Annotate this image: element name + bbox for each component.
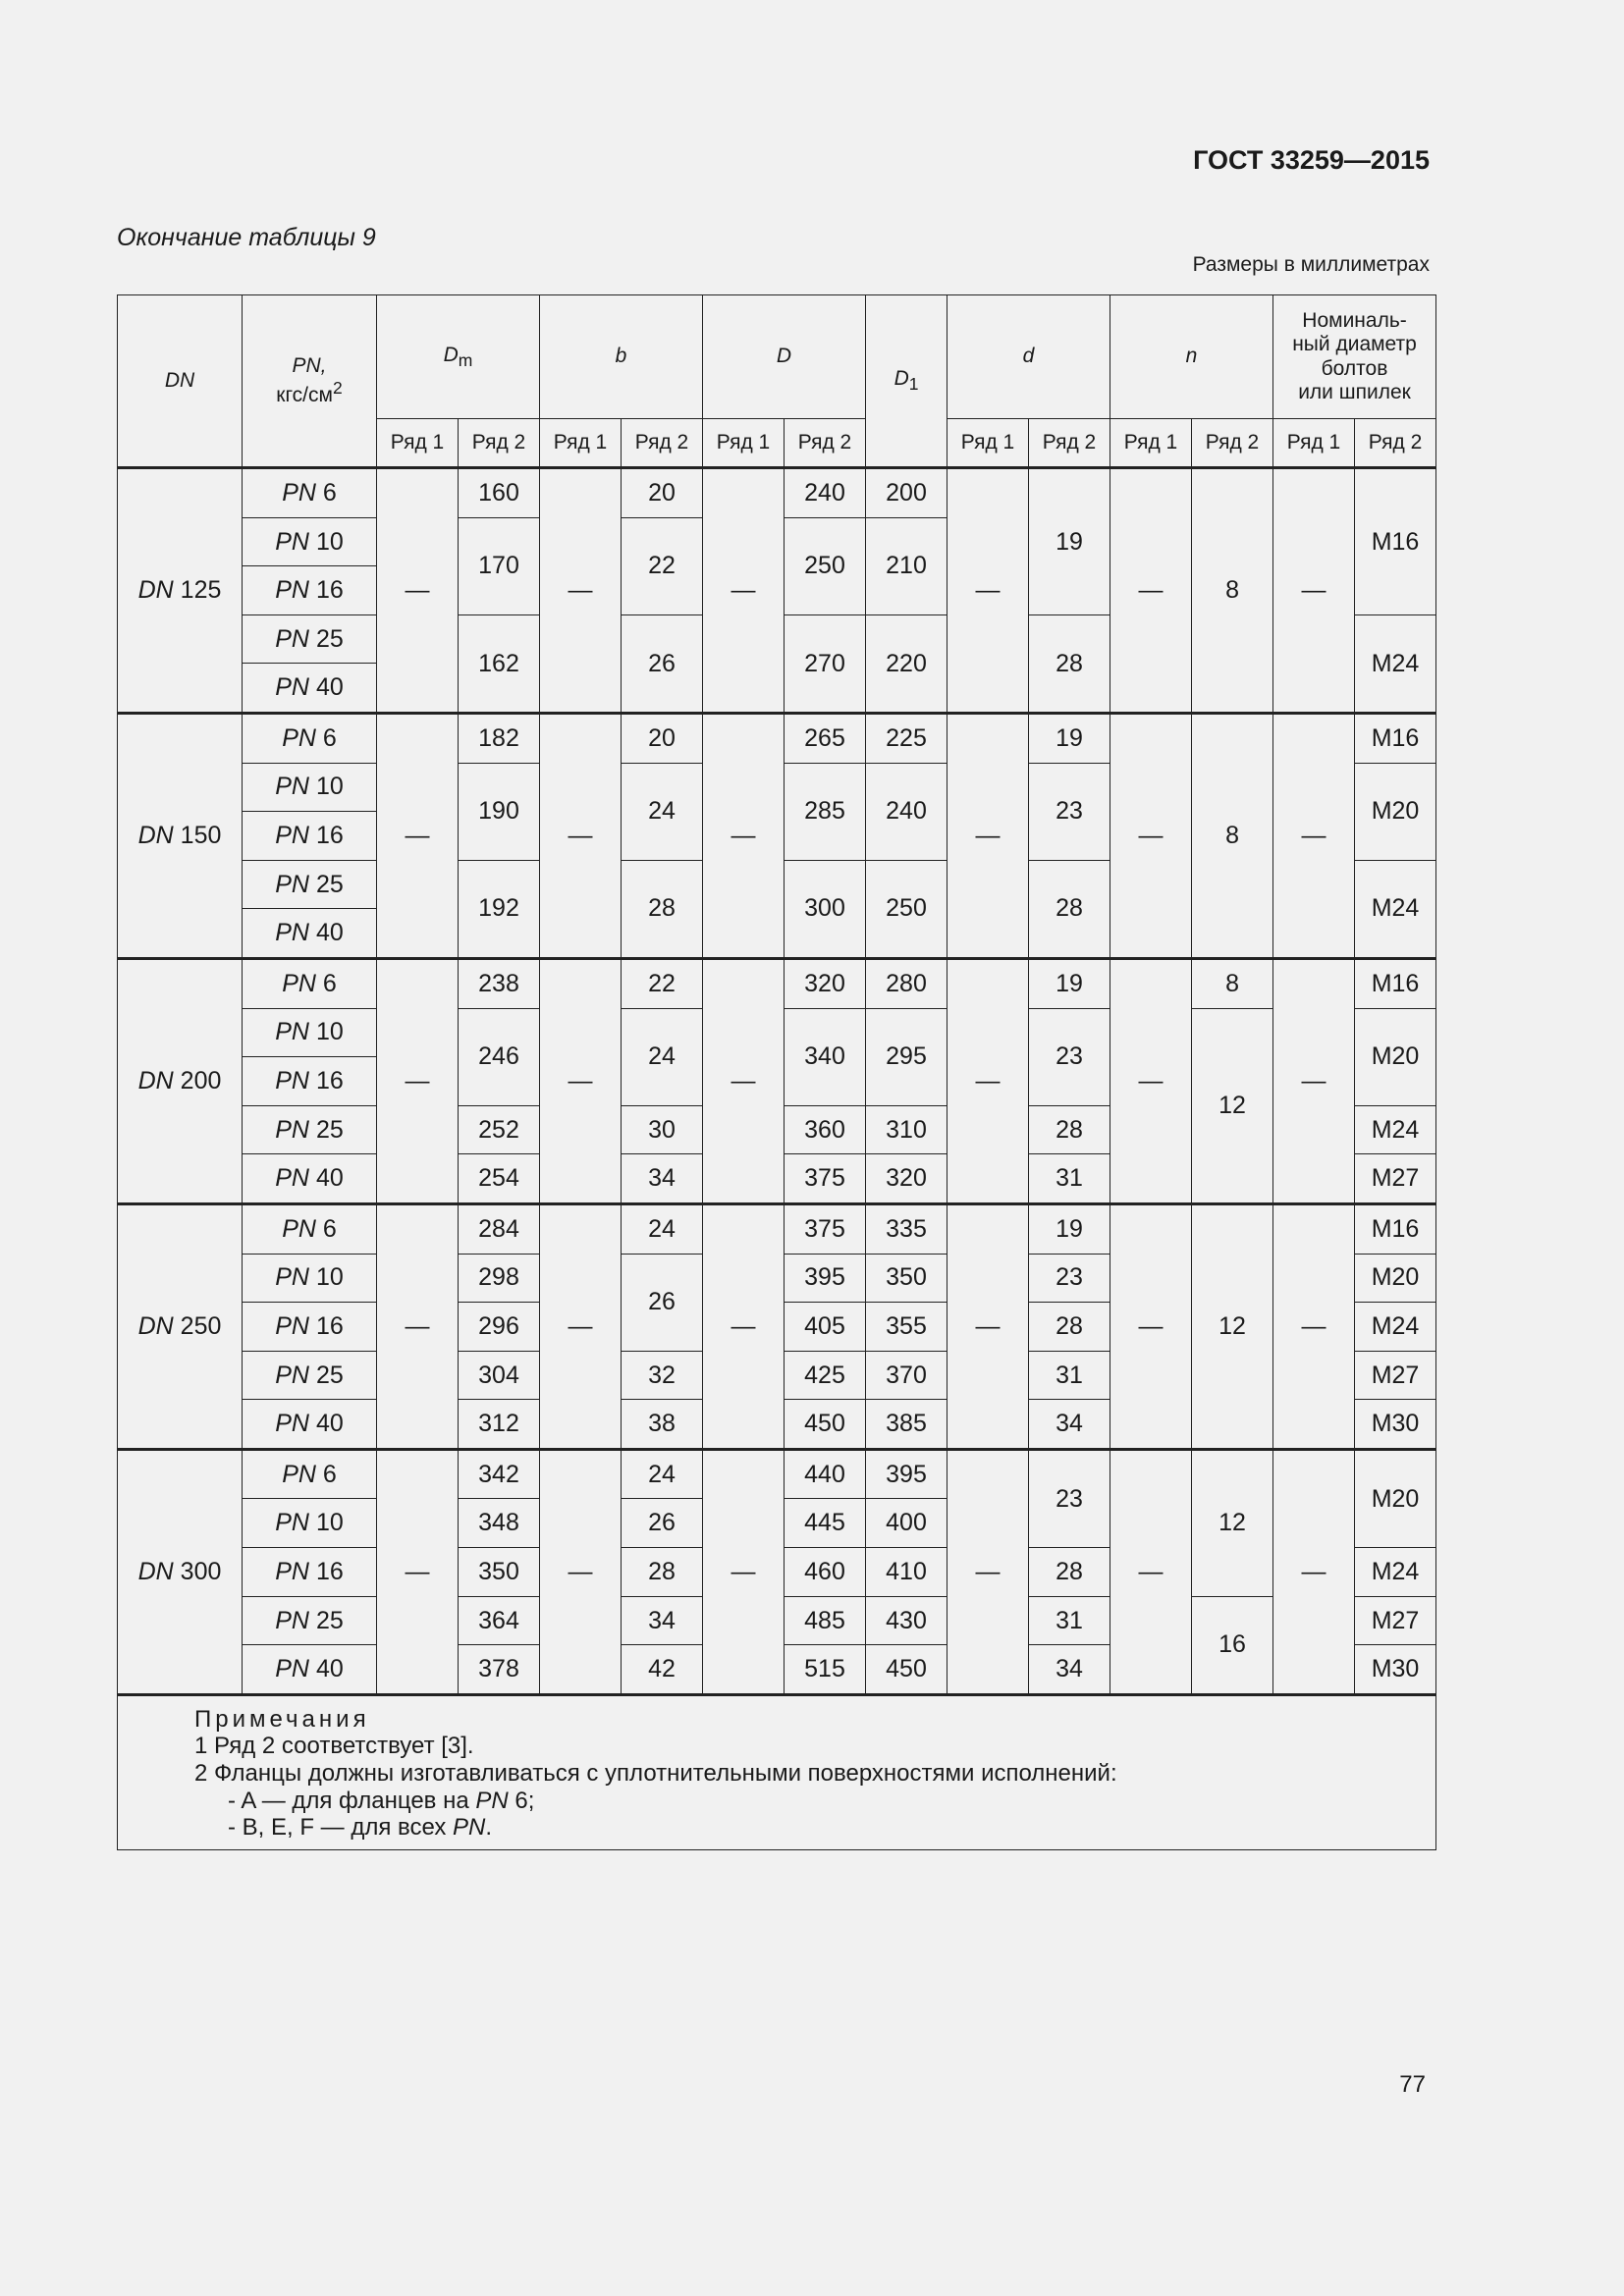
header-bolt-diameter: Номиналь- ный диаметр болтов или шпилек [1273,295,1436,419]
d-small-cell: 28 [1029,860,1110,958]
pn-cell: PN 25 [243,860,377,909]
note-2a: - A — для фланцев на PN 6; [228,1787,535,1814]
pn-cell: PN 10 [243,1254,377,1303]
dm-cell: 284 [459,1203,540,1254]
n-cell: 16 [1192,1596,1273,1694]
d-small-cell: 19 [1029,713,1110,763]
d-big-cell: 265 [785,713,866,763]
b-cell: 22 [622,517,703,614]
header-row1: Ряд 1 [947,419,1029,468]
d-big-cell: 515 [785,1645,866,1695]
b-cell: 32 [622,1351,703,1400]
bolt-cell: M24 [1355,1105,1436,1154]
pn-cell: PN 16 [243,812,377,861]
d1-cell: 410 [866,1548,947,1597]
dash-cell: — [1110,1203,1192,1449]
d1-cell: 240 [866,763,947,860]
dm-cell: 312 [459,1400,540,1450]
b-cell: 34 [622,1596,703,1645]
header-row2: Ряд 2 [1029,419,1110,468]
dash-cell: — [377,1203,459,1449]
pn-cell: PN 10 [243,1499,377,1548]
note-1: 1 Ряд 2 соответствует [3]. [194,1733,474,1760]
d1-cell: 210 [866,517,947,614]
b-cell: 24 [622,763,703,860]
d-small-cell: 19 [1029,468,1110,615]
pn-cell: PN 10 [243,1008,377,1057]
d1-cell: 200 [866,468,947,518]
header-row1: Ряд 1 [703,419,785,468]
d1-cell: 280 [866,958,947,1008]
pn-cell: PN 40 [243,1154,377,1204]
header-row1: Ряд 1 [377,419,459,468]
pn-cell: PN 40 [243,664,377,714]
d1-cell: 335 [866,1203,947,1254]
table-row [118,958,1436,1008]
d-small-cell: 28 [1029,614,1110,713]
n-cell: 12 [1192,1008,1273,1203]
bolt-cell: M30 [1355,1400,1436,1450]
dash-cell: — [540,713,622,958]
dash-cell: — [947,713,1029,958]
d-big-cell: 395 [785,1254,866,1303]
d-small-cell: 23 [1029,763,1110,860]
notes-row [118,1694,1436,1849]
n-cell: 12 [1192,1203,1273,1449]
b-cell: 20 [622,468,703,518]
pn-cell: PN 6 [243,713,377,763]
dash-cell: — [703,1449,785,1694]
bolt-cell: M16 [1355,958,1436,1008]
d-small-cell: 19 [1029,958,1110,1008]
notes-block [118,1694,1436,1849]
d-small-cell: 34 [1029,1645,1110,1695]
d1-cell: 225 [866,713,947,763]
bolt-cell: M24 [1355,1548,1436,1597]
table-row [118,1203,1436,1254]
dm-cell: 296 [459,1303,540,1352]
d1-cell: 395 [866,1449,947,1499]
dn-cell: DN 150 [118,713,243,958]
bolt-cell: M24 [1355,614,1436,713]
d-big-cell: 270 [785,614,866,713]
b-cell: 28 [622,860,703,958]
dash-cell: — [377,958,459,1203]
n-cell: 12 [1192,1449,1273,1596]
dm-cell: 170 [459,517,540,614]
dn-cell: DN 300 [118,1449,243,1694]
bolt-cell: M24 [1355,1303,1436,1352]
dm-cell: 342 [459,1449,540,1499]
dash-cell: — [947,1203,1029,1449]
header-dn: DN [118,295,243,468]
header-d1: $D_1$ [866,295,947,468]
bolt-cell: M20 [1355,1008,1436,1105]
dm-cell: 192 [459,860,540,958]
dash-cell: — [540,958,622,1203]
dash-cell: — [1273,468,1355,714]
dash-cell: — [947,958,1029,1203]
header-b: b [540,295,703,419]
pn-cell: PN 10 [243,517,377,566]
bolt-cell: M24 [1355,860,1436,958]
d1-cell: 355 [866,1303,947,1352]
d-big-cell: 285 [785,763,866,860]
header-row1: Ряд 1 [540,419,622,468]
b-cell: 28 [622,1548,703,1597]
bolt-cell: M27 [1355,1351,1436,1400]
pn-cell: PN 25 [243,1596,377,1645]
d1-cell: 250 [866,860,947,958]
d1-cell: 310 [866,1105,947,1154]
header-dm: $D_m$ [377,295,540,419]
d-small-cell: 34 [1029,1400,1110,1450]
d-big-cell: 485 [785,1596,866,1645]
d1-cell: 385 [866,1400,947,1450]
header-d-small: d [947,295,1110,419]
flange-dimensions-table [117,294,1436,1850]
d-big-cell: 300 [785,860,866,958]
table-row [118,1449,1436,1499]
header-row1: Ряд 1 [1273,419,1355,468]
pn-cell: PN 6 [243,958,377,1008]
d1-cell: 350 [866,1254,947,1303]
b-cell: 20 [622,713,703,763]
dn-cell: DN 125 [118,468,243,714]
header-row2: Ряд 2 [1192,419,1273,468]
dm-cell: 238 [459,958,540,1008]
pn-cell: PN 6 [243,1203,377,1254]
pn-cell: PN 40 [243,1400,377,1450]
dn-cell: DN 200 [118,958,243,1203]
pn-cell: PN 25 [243,1105,377,1154]
header-row1: Ряд 1 [1110,419,1192,468]
d-big-cell: 450 [785,1400,866,1450]
d-big-cell: 460 [785,1548,866,1597]
d1-cell: 295 [866,1008,947,1105]
d-big-cell: 445 [785,1499,866,1548]
b-cell: 24 [622,1008,703,1105]
dash-cell: — [1110,468,1192,714]
d-big-cell: 440 [785,1449,866,1499]
dash-cell: — [703,958,785,1203]
d-small-cell: 28 [1029,1303,1110,1352]
bolt-cell: M20 [1355,1449,1436,1547]
d-small-cell: 23 [1029,1254,1110,1303]
d1-cell: 320 [866,1154,947,1204]
d-big-cell: 405 [785,1303,866,1352]
dm-cell: 162 [459,614,540,713]
b-cell: 38 [622,1400,703,1450]
header-pn: PN, кгс/$см^2$ [243,295,377,468]
dash-cell: — [703,713,785,958]
bolt-cell: M30 [1355,1645,1436,1695]
dm-cell: 348 [459,1499,540,1548]
d-small-cell: 19 [1029,1203,1110,1254]
pn-cell: PN 16 [243,1548,377,1597]
pn-cell: PN 25 [243,1351,377,1400]
dash-cell: — [703,468,785,714]
n-cell: 8 [1192,713,1273,958]
b-cell: 22 [622,958,703,1008]
dash-cell: — [1273,1203,1355,1449]
dm-cell: 190 [459,763,540,860]
dash-cell: — [1110,958,1192,1203]
d-small-cell: 23 [1029,1008,1110,1105]
d-small-cell: 28 [1029,1105,1110,1154]
dm-cell: 298 [459,1254,540,1303]
d1-cell: 430 [866,1596,947,1645]
dn-cell: DN 250 [118,1203,243,1449]
d1-cell: 450 [866,1645,947,1695]
bolt-cell: M27 [1355,1154,1436,1204]
d-big-cell: 375 [785,1154,866,1204]
dash-cell: — [540,1203,622,1449]
b-cell: 26 [622,1499,703,1548]
bolt-cell: M16 [1355,468,1436,615]
dash-cell: — [947,1449,1029,1694]
table-caption: Окончание таблицы 9 [117,224,376,251]
dm-cell: 182 [459,713,540,763]
dm-cell: 378 [459,1645,540,1695]
dash-cell: — [1273,958,1355,1203]
pn-cell: PN 6 [243,1449,377,1499]
dash-cell: — [1110,713,1192,958]
dash-cell: — [377,713,459,958]
d-big-cell: 250 [785,517,866,614]
d1-cell: 400 [866,1499,947,1548]
dash-cell: — [377,468,459,714]
d-small-cell: 31 [1029,1596,1110,1645]
header-row2: Ряд 2 [1355,419,1436,468]
bolt-cell: M16 [1355,713,1436,763]
bolt-cell: M27 [1355,1596,1436,1645]
b-cell: 26 [622,1254,703,1351]
pn-cell: PN 10 [243,763,377,812]
dm-cell: 252 [459,1105,540,1154]
dm-cell: 304 [459,1351,540,1400]
d-big-cell: 240 [785,468,866,518]
d-big-cell: 320 [785,958,866,1008]
pn-cell: PN 16 [243,1057,377,1106]
pn-cell: PN 40 [243,1645,377,1695]
pn-cell: PN 40 [243,909,377,959]
bolt-cell: M20 [1355,763,1436,860]
page-number: 77 [1399,2071,1426,2098]
d-big-cell: 360 [785,1105,866,1154]
header-row2: Ряд 2 [459,419,540,468]
notes-title: Примечания [194,1705,370,1733]
b-cell: 42 [622,1645,703,1695]
b-cell: 30 [622,1105,703,1154]
b-cell: 26 [622,614,703,713]
header-n: n [1110,295,1273,419]
b-cell: 24 [622,1449,703,1499]
dash-cell: — [540,468,622,714]
note-2b: - B, E, F — для всех PN. [228,1814,492,1842]
pn-cell: PN 16 [243,566,377,615]
pn-cell: PN 6 [243,468,377,518]
units-label: Размеры в миллиметрах [1192,253,1430,276]
dm-cell: 160 [459,468,540,518]
dm-cell: 246 [459,1008,540,1105]
dash-cell: — [540,1449,622,1694]
d-big-cell: 375 [785,1203,866,1254]
dm-cell: 254 [459,1154,540,1204]
d-small-cell: 31 [1029,1351,1110,1400]
d1-cell: 370 [866,1351,947,1400]
dm-cell: 350 [459,1548,540,1597]
dash-cell: — [947,468,1029,714]
d1-cell: 220 [866,614,947,713]
dash-cell: — [1273,1449,1355,1694]
dash-cell: — [377,1449,459,1694]
bolt-cell: M16 [1355,1203,1436,1254]
dash-cell: — [703,1203,785,1449]
dm-cell: 364 [459,1596,540,1645]
header-d-big: D [703,295,866,419]
table-row [118,713,1436,763]
note-2: 2 Фланцы должны изготавливаться с уплотнительными поверхностями исполнений: [194,1760,1117,1788]
d-small-cell: 31 [1029,1154,1110,1204]
pn-cell: PN 25 [243,614,377,664]
d-big-cell: 340 [785,1008,866,1105]
d-big-cell: 425 [785,1351,866,1400]
d-small-cell: 28 [1029,1548,1110,1597]
document-code: ГОСТ 33259—2015 [1193,145,1430,175]
pn-cell: PN 16 [243,1303,377,1352]
b-cell: 34 [622,1154,703,1204]
header-row2: Ряд 2 [622,419,703,468]
header-row2: Ряд 2 [785,419,866,468]
bolt-cell: M20 [1355,1254,1436,1303]
dash-cell: — [1110,1449,1192,1694]
d-small-cell: 23 [1029,1449,1110,1547]
table-row [118,468,1436,518]
n-cell: 8 [1192,958,1273,1008]
n-cell: 8 [1192,468,1273,714]
dash-cell: — [1273,713,1355,958]
b-cell: 24 [622,1203,703,1254]
